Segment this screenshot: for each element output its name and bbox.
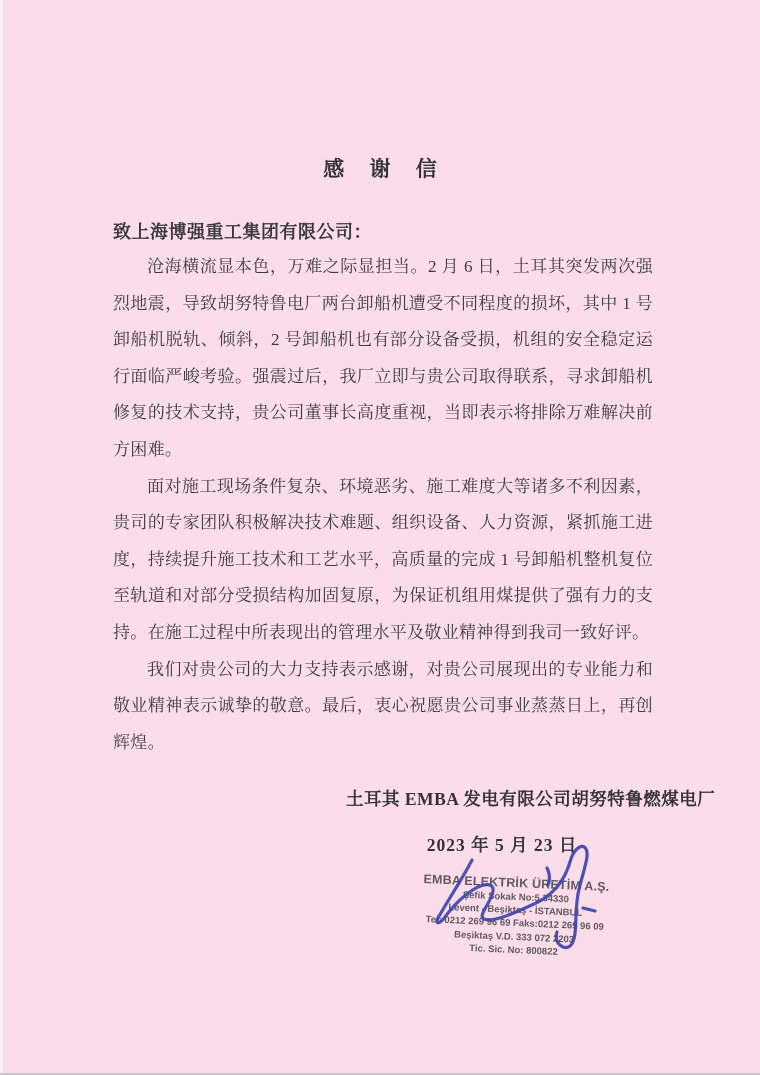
handwritten-signature-icon xyxy=(420,838,660,998)
company-name-pre: 土耳其 xyxy=(346,789,405,809)
letter-title: 感 谢 信 xyxy=(323,157,447,181)
date-year: 2023 xyxy=(426,835,466,855)
date-month-unit: 月 xyxy=(504,835,534,855)
date-year-unit: 年 xyxy=(465,835,495,855)
letter-paragraph-1: 沧海横流显本色，万难之际显担当。2 月 6 日，土耳其突发两次强烈地震，导致胡努特鲁电厂两台卸船机遭受不同程度的损坏，其中 1 号卸船机脱轨、倾斜，2 号卸船机也有部分设备受损，机组的安全稳定运行面临严峻考验。强震过后，我厂立即与贵公司取得联系，寻求卸船机修复的技术支持，贵公司董事长高度重视，当即表示将排除万难解决前方困难。 xyxy=(113,257,653,459)
letter-paragraph-2: 面对施工现场条件复杂、环境恶劣、施工难度大等诸多不利因素，贵司的专家团队积极解决技术难题、组织设备、人力资源，紧抓施工进度，持续提升施工技术和工艺水平，高质量的完成 1 号卸船机整机复位至轨道和对部分受损结构加固复原，为保证机组用煤提供了强有力的支持。在施工过程中所表现出的管理水平及敬业精神得到我司一致好评。 xyxy=(113,476,653,642)
letter-paragraph-3: 我们对贵公司的大力支持表示感谢，对贵公司展现出的专业能力和敬业精神表示诚挚的敬意。最后，衷心祝愿贵公司事业蒸蒸日上，再创辉煌。 xyxy=(113,659,653,752)
letter-salutation: 致上海博强重工集团有限公司： xyxy=(113,222,372,242)
stamp-company-name: EMBA ELEKTRİK ÜRETİM A.Ş. xyxy=(423,871,610,895)
stamp-address-line-1: Şefik Sokak No:5 34330 xyxy=(462,889,570,906)
company-name-post: 发电有限公司胡努特鲁燃煤电厂 xyxy=(458,789,716,809)
stamp-address-line-2: Levent - Beşiktaş - İSTANBUL xyxy=(448,902,583,920)
stamp-tax-line: Beşiktaş V.D. 333 072 2203 xyxy=(453,928,575,946)
stamp-registry-line: Tic. Sic. No: 800822 xyxy=(469,942,558,958)
signoff-company-name xyxy=(346,786,716,811)
stamp-phone-line: Tel: 0212 269 96 69 Faks:0212 269 96 09 xyxy=(425,914,605,934)
date-month: 5 xyxy=(494,835,505,855)
letter-body xyxy=(113,249,653,761)
date-day-unit: 日 xyxy=(553,835,578,855)
date-day: 23 xyxy=(533,835,554,855)
company-name-latin: EMBA xyxy=(404,789,459,809)
